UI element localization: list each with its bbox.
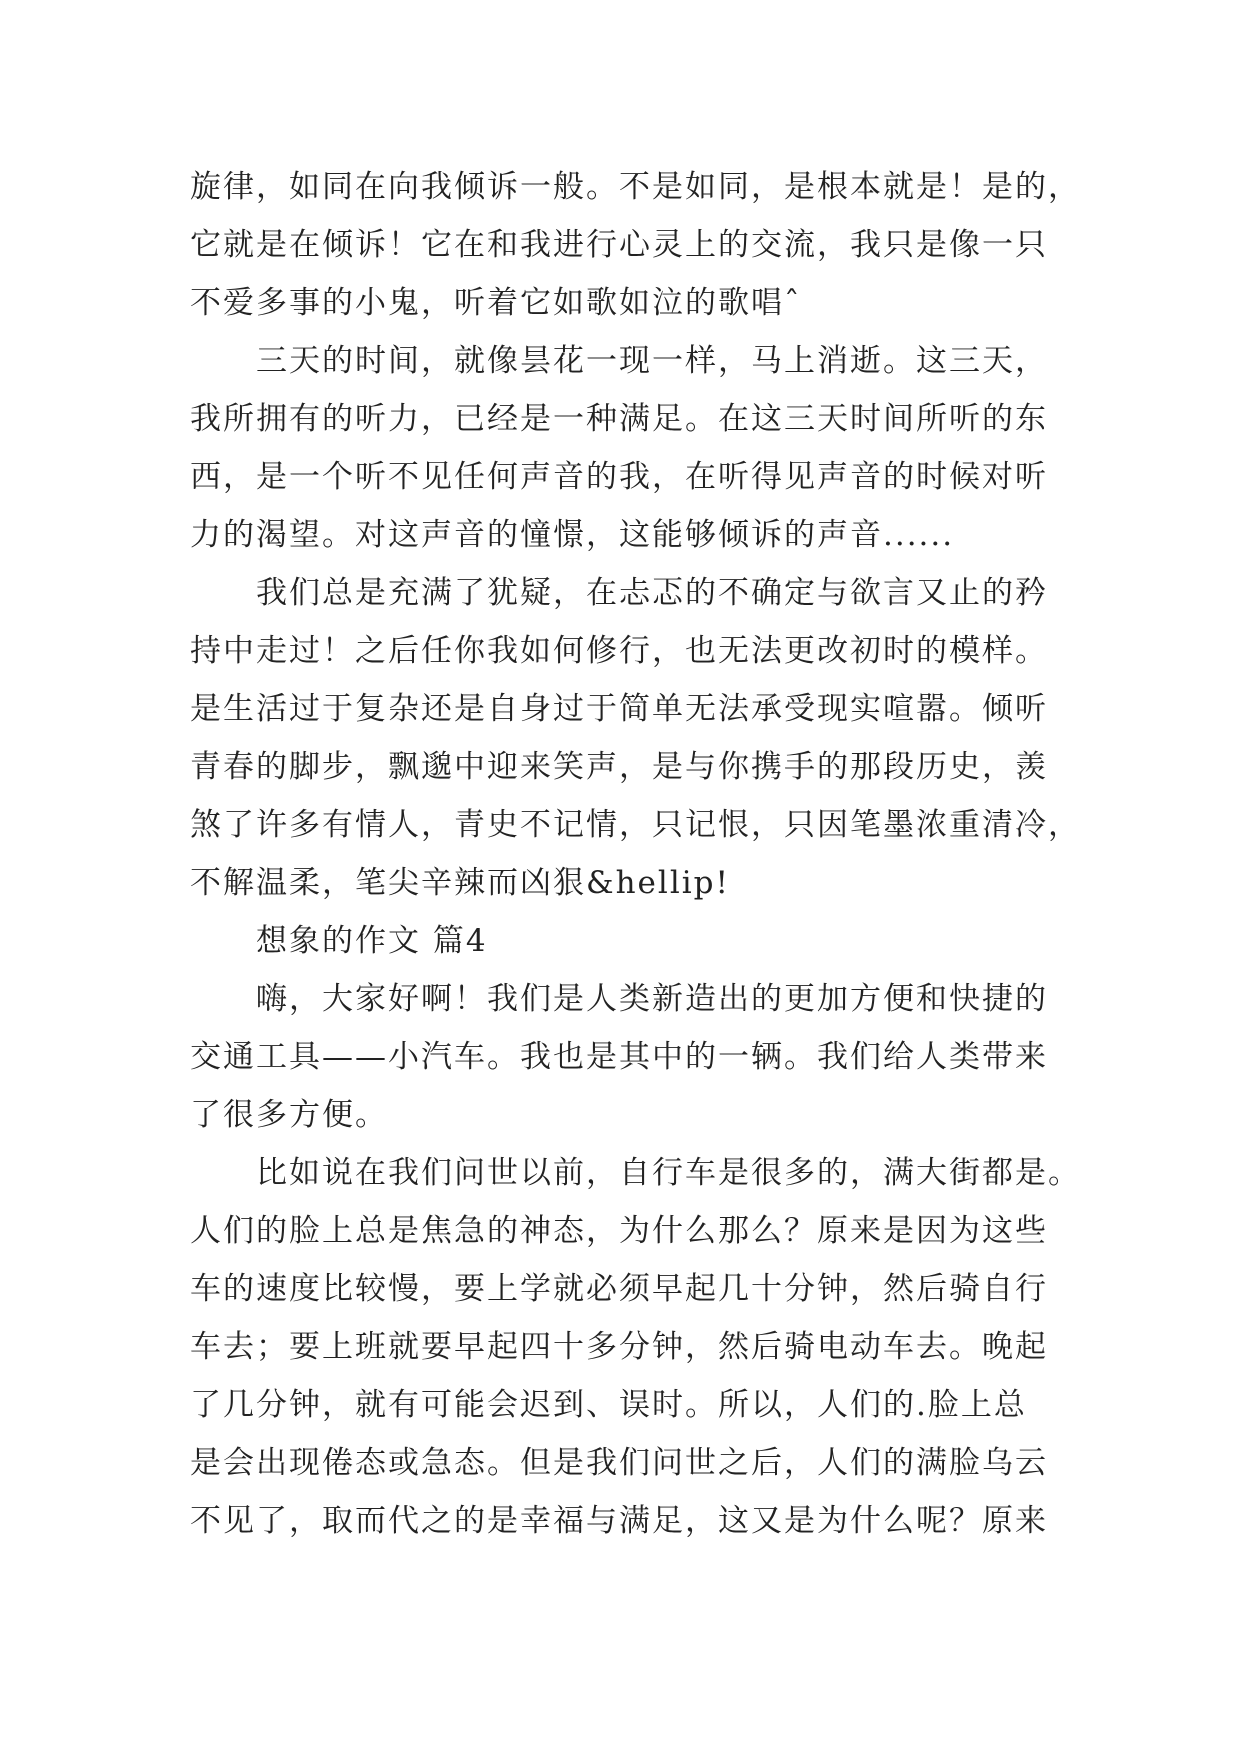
text-line: 它就是在倾诉！它在和我进行心灵上的交流，我只是像一只 — [190, 227, 1048, 263]
text-line: 是会出现倦态或急态。但是我们问世之后，人们的满脸乌云 — [190, 1445, 1048, 1481]
text-line: 不见了，取而代之的是幸福与满足，这又是为什么呢？原来 — [190, 1503, 1048, 1539]
text-line: 青春的脚步，飘邈中迎来笑声，是与你携手的那段历史，羡 — [190, 749, 1048, 785]
text-line: 人们的脸上总是焦急的神态，为什么那么？原来是因为这些 — [190, 1213, 1048, 1249]
text-line: 比如说在我们问世以前，自行车是很多的，满大街都是。 — [256, 1155, 1081, 1191]
text-line: 车的速度比较慢，要上学就必须早起几十分钟，然后骑自行 — [190, 1271, 1048, 1307]
text-line: 西，是一个听不见任何声音的我，在听得见声音的时候对听 — [190, 459, 1048, 495]
text-line: 是生活过于复杂还是自身过于简单无法承受现实喧嚣。倾听 — [190, 691, 1048, 727]
text-line: 了几分钟，就有可能会迟到、误时。所以，人们的.脸上总 — [190, 1387, 1027, 1423]
text-line: 交通工具——小汽车。我也是其中的一辆。我们给人类带来 — [190, 1039, 1048, 1075]
text-line: 三天的时间，就像昙花一现一样，马上消逝。这三天， — [256, 343, 1048, 379]
text-line: 车去；要上班就要早起四十多分钟，然后骑电动车去。晚起 — [190, 1329, 1048, 1365]
text-line: 旋律，如同在向我倾诉一般。不是如同，是根本就是！是的， — [190, 169, 1081, 205]
text-line: 了很多方便。 — [190, 1097, 388, 1133]
text-line: 持中走过！之后任你我如何修行，也无法更改初时的模样。 — [190, 633, 1048, 669]
text-line: 不解温柔，笔尖辛辣而凶狠&hellip! — [190, 865, 730, 901]
body-text — [190, 158, 1081, 1550]
text-line: 嗨，大家好啊！我们是人类新造出的更加方便和快捷的 — [256, 981, 1048, 1017]
text-line: 我所拥有的听力，已经是一种满足。在这三天时间所听的东 — [190, 401, 1048, 437]
text-line: 不爱多事的小鬼，听着它如歌如泣的歌唱ˆ — [190, 285, 802, 321]
text-line: 力的渴望。对这声音的憧憬，这能够倾诉的声音...... — [190, 517, 955, 553]
text-line: 想象的作文 篇4 — [256, 923, 488, 959]
text-line: 我们总是充满了犹疑，在忐忑的不确定与欲言又止的矜 — [256, 575, 1048, 611]
text-line: 煞了许多有情人，青史不记情，只记恨，只因笔墨浓重清冷， — [190, 807, 1081, 843]
